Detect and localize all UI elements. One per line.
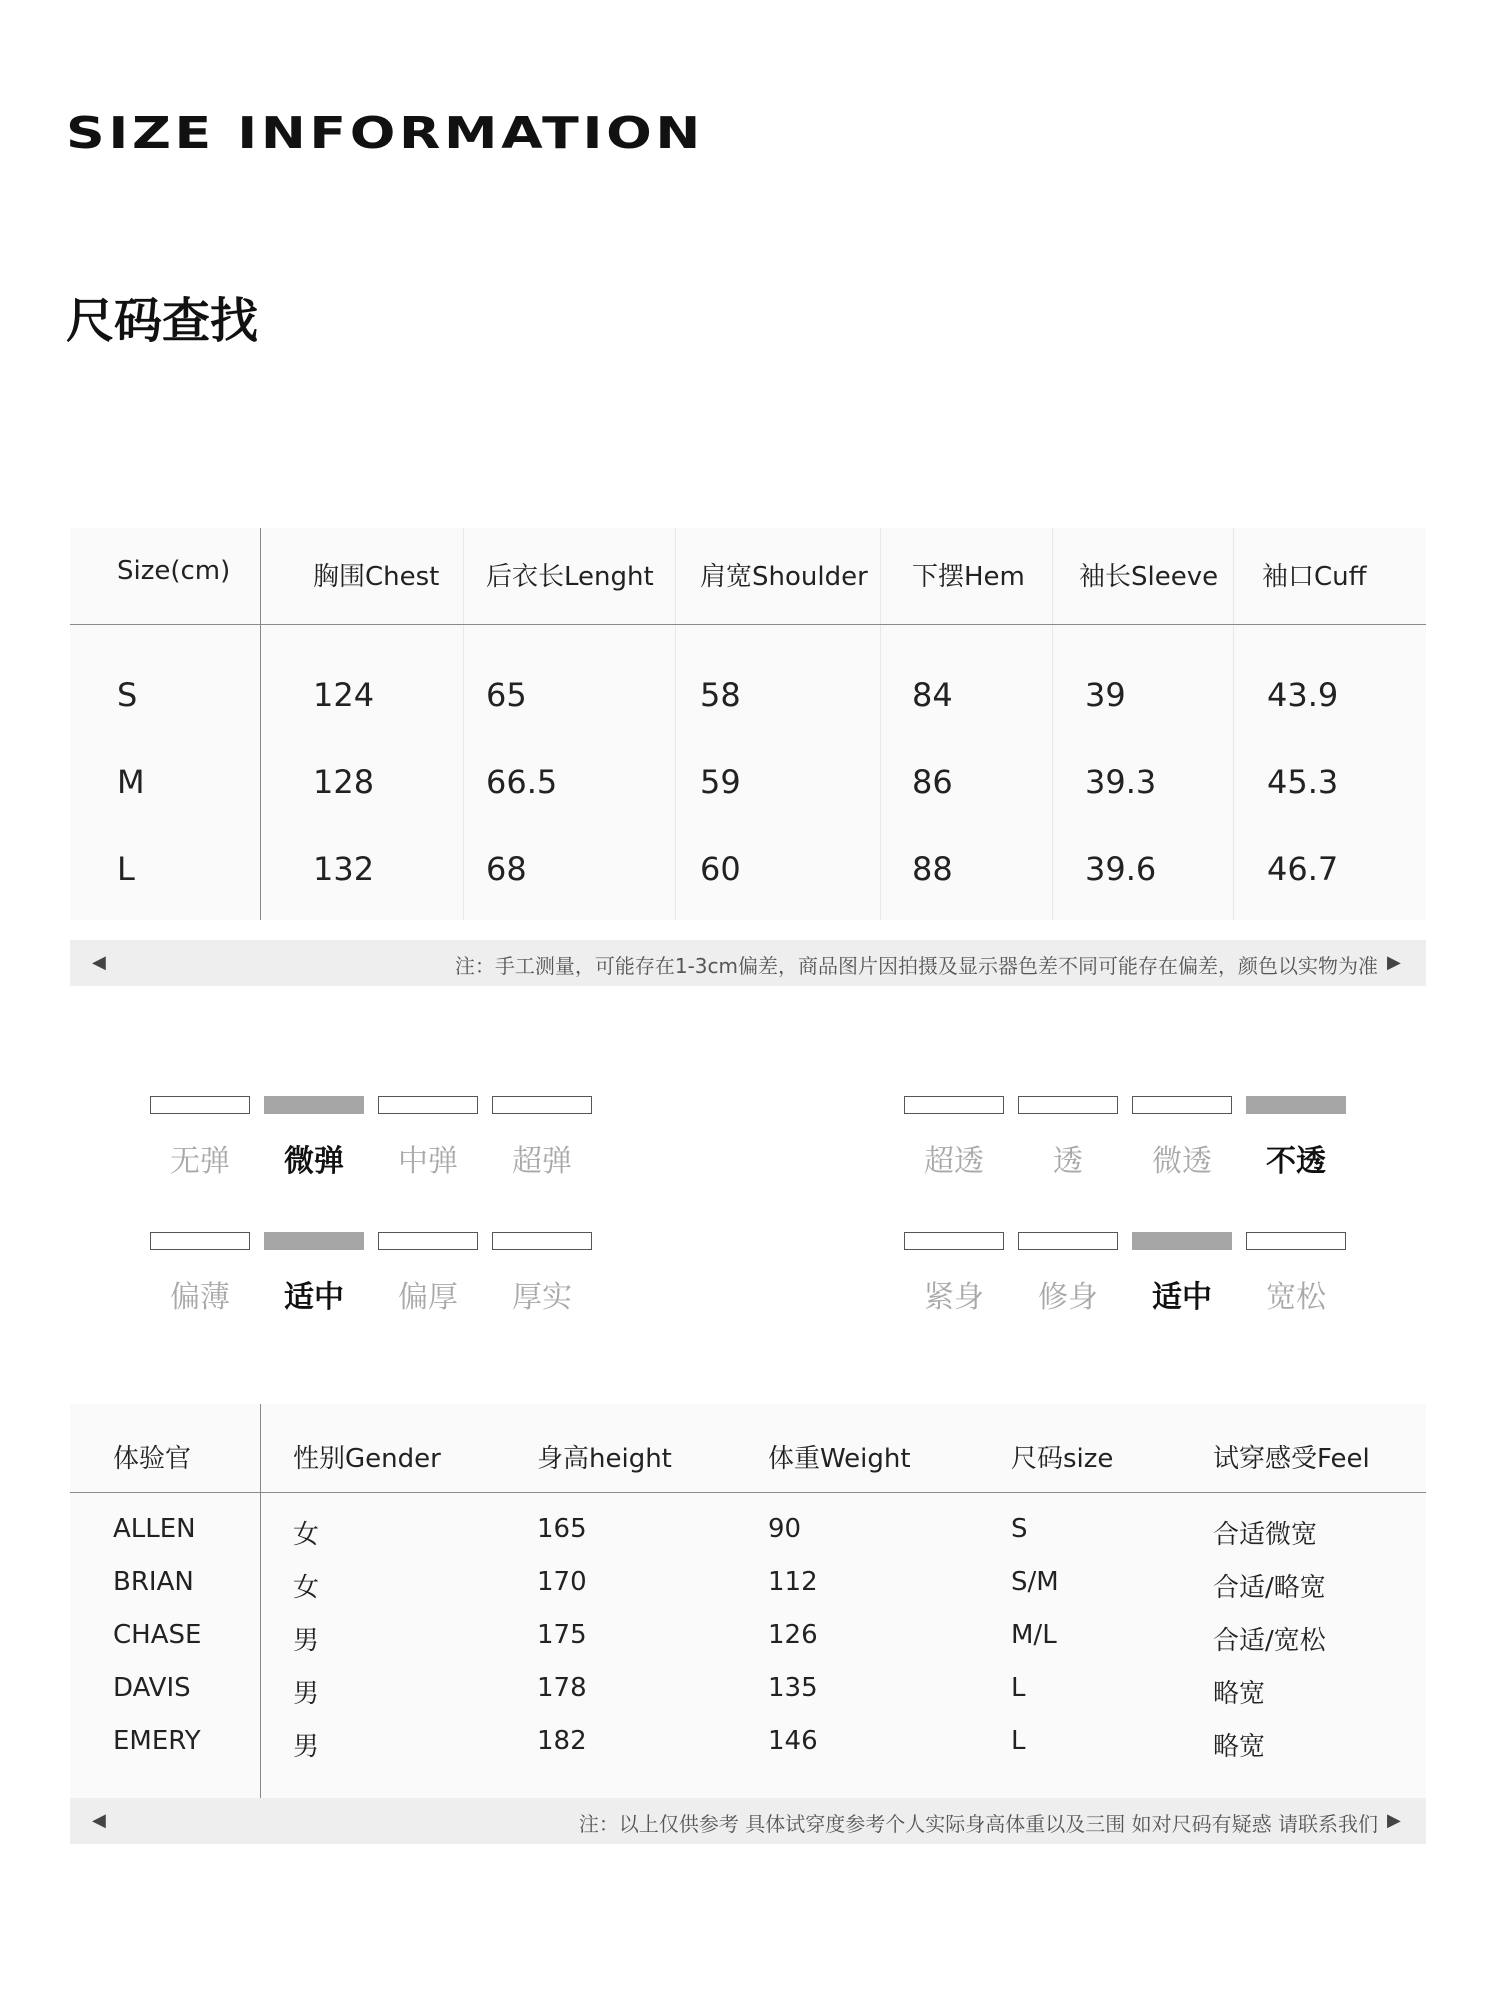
header-size: 尺码size	[1011, 1444, 1114, 1474]
transparency-seg-selected	[1246, 1096, 1346, 1114]
tester-size: L	[1011, 1673, 1026, 1703]
fit-option: 紧身	[924, 1280, 984, 1315]
caret-left-icon[interactable]: ◀	[92, 952, 106, 973]
caret-left-icon[interactable]: ◀	[92, 1810, 106, 1831]
cuff-cell: 43.9	[1267, 676, 1339, 714]
elasticity-scale	[150, 1096, 600, 1179]
transparency-seg	[1132, 1096, 1232, 1114]
header-shoulder: 肩宽Shoulder	[700, 562, 868, 592]
tester-name: CHASE	[113, 1620, 202, 1650]
sleeve-cell: 39.6	[1085, 850, 1157, 888]
tester-height: 165	[537, 1514, 587, 1544]
thickness-option: 厚实	[512, 1280, 572, 1315]
size-cell: S	[117, 676, 138, 714]
tester-size: M/L	[1011, 1620, 1057, 1650]
header-size: Size(cm)	[117, 556, 231, 586]
header-cuff: 袖口Cuff	[1262, 562, 1367, 592]
fit-seg	[904, 1232, 1004, 1250]
header-height: 身高height	[537, 1444, 672, 1474]
tester-weight: 135	[768, 1673, 818, 1703]
length-cell: 68	[486, 850, 527, 888]
thickness-option: 偏薄	[170, 1280, 230, 1315]
fit-seg-selected	[1132, 1232, 1232, 1250]
size-cell: M	[117, 763, 145, 801]
tester-size: S/M	[1011, 1567, 1059, 1597]
tryon-table-divider	[260, 1404, 261, 1798]
fit-seg	[1018, 1232, 1118, 1250]
header-gender: 性别Gender	[293, 1444, 441, 1474]
tester-weight: 90	[768, 1514, 802, 1544]
thickness-scale	[150, 1232, 600, 1315]
col-divider	[1052, 528, 1053, 920]
transparency-option: 微透	[1152, 1144, 1212, 1179]
tester-name: EMERY	[113, 1726, 201, 1756]
fit-option-selected: 适中	[1152, 1280, 1212, 1315]
chest-cell: 132	[313, 850, 375, 888]
size-table-header-line	[70, 624, 1426, 625]
tester-feel: 略宽	[1213, 1732, 1266, 1762]
tester-height: 178	[537, 1673, 587, 1703]
brand-title: SIZE INFORMATION	[66, 108, 704, 159]
elasticity-seg	[150, 1096, 250, 1114]
fit-seg	[1246, 1232, 1346, 1250]
elasticity-seg-selected	[264, 1096, 364, 1114]
elasticity-option: 中弹	[398, 1144, 458, 1179]
tester-gender: 女	[293, 1520, 320, 1550]
transparency-option: 超透	[924, 1144, 984, 1179]
tester-gender: 男	[293, 1626, 320, 1656]
size-cell: L	[117, 850, 135, 888]
hem-cell: 86	[912, 763, 953, 801]
transparency-option: 透	[1053, 1144, 1083, 1179]
caret-right-icon[interactable]: ▶	[1387, 952, 1401, 973]
length-cell: 66.5	[486, 763, 558, 801]
header-length: 后衣长Lenght	[486, 562, 654, 592]
transparency-option-selected: 不透	[1266, 1144, 1326, 1179]
tester-weight: 146	[768, 1726, 818, 1756]
sleeve-cell: 39	[1085, 676, 1126, 714]
tester-feel: 合适微宽	[1213, 1520, 1318, 1550]
col-divider	[880, 528, 881, 920]
hem-cell: 88	[912, 850, 953, 888]
tester-name: BRIAN	[113, 1567, 194, 1597]
fit-option: 宽松	[1266, 1280, 1326, 1315]
tester-height: 182	[537, 1726, 587, 1756]
thickness-seg	[378, 1232, 478, 1250]
chest-cell: 124	[313, 676, 375, 714]
tester-feel: 合适/宽松	[1213, 1626, 1326, 1656]
col-divider	[463, 528, 464, 920]
col-divider	[1233, 528, 1234, 920]
tryon-table-header-line	[70, 1492, 1426, 1493]
header-chest: 胸围Chest	[313, 562, 440, 592]
cuff-cell: 46.7	[1267, 850, 1339, 888]
fit-scale	[904, 1232, 1354, 1315]
transparency-seg	[904, 1096, 1004, 1114]
thickness-option: 偏厚	[398, 1280, 458, 1315]
elasticity-option-selected: 微弹	[284, 1144, 344, 1179]
tester-gender: 男	[293, 1679, 320, 1709]
elasticity-option: 无弹	[170, 1144, 230, 1179]
length-cell: 65	[486, 676, 527, 714]
header-sleeve: 袖长Sleeve	[1079, 562, 1219, 592]
col-divider	[675, 528, 676, 920]
tester-gender: 女	[293, 1573, 320, 1603]
size-table-divider	[260, 528, 261, 920]
thickness-seg-selected	[264, 1232, 364, 1250]
fit-option: 修身	[1038, 1280, 1098, 1315]
transparency-scale	[904, 1096, 1354, 1179]
tester-feel: 略宽	[1213, 1679, 1266, 1709]
section-title: 尺码查找	[66, 293, 259, 349]
tester-name: DAVIS	[113, 1673, 191, 1703]
header-tester: 体验官	[113, 1444, 192, 1474]
sleeve-cell: 39.3	[1085, 763, 1157, 801]
thickness-option-selected: 适中	[284, 1280, 344, 1315]
tester-feel: 合适/略宽	[1213, 1573, 1326, 1603]
chest-cell: 128	[313, 763, 375, 801]
tryon-note: 注：以上仅供参考 具体试穿度参考个人实际身高体重以及三围 如对尺码有疑惑 请联系我们	[578, 1812, 1378, 1836]
hem-cell: 84	[912, 676, 953, 714]
tester-gender: 男	[293, 1732, 320, 1762]
header-feel: 试穿感受Feel	[1213, 1444, 1370, 1474]
shoulder-cell: 59	[700, 763, 741, 801]
caret-right-icon[interactable]: ▶	[1387, 1810, 1401, 1831]
header-hem: 下摆Hem	[912, 562, 1025, 592]
header-weight: 体重Weight	[768, 1444, 911, 1474]
shoulder-cell: 58	[700, 676, 741, 714]
thickness-seg	[150, 1232, 250, 1250]
tester-size: S	[1011, 1514, 1028, 1544]
elasticity-option: 超弹	[512, 1144, 572, 1179]
transparency-seg	[1018, 1096, 1118, 1114]
tester-height: 170	[537, 1567, 587, 1597]
cuff-cell: 45.3	[1267, 763, 1339, 801]
tester-weight: 126	[768, 1620, 818, 1650]
tester-size: L	[1011, 1726, 1026, 1756]
thickness-seg	[492, 1232, 592, 1250]
tester-weight: 112	[768, 1567, 818, 1597]
tester-height: 175	[537, 1620, 587, 1650]
size-note: 注：手工测量，可能存在1-3cm偏差，商品图片因拍摄及显示器色差不同可能存在偏差，颜色以实物为准	[454, 954, 1378, 978]
elasticity-seg	[378, 1096, 478, 1114]
elasticity-seg	[492, 1096, 592, 1114]
shoulder-cell: 60	[700, 850, 741, 888]
tester-name: ALLEN	[113, 1514, 196, 1544]
